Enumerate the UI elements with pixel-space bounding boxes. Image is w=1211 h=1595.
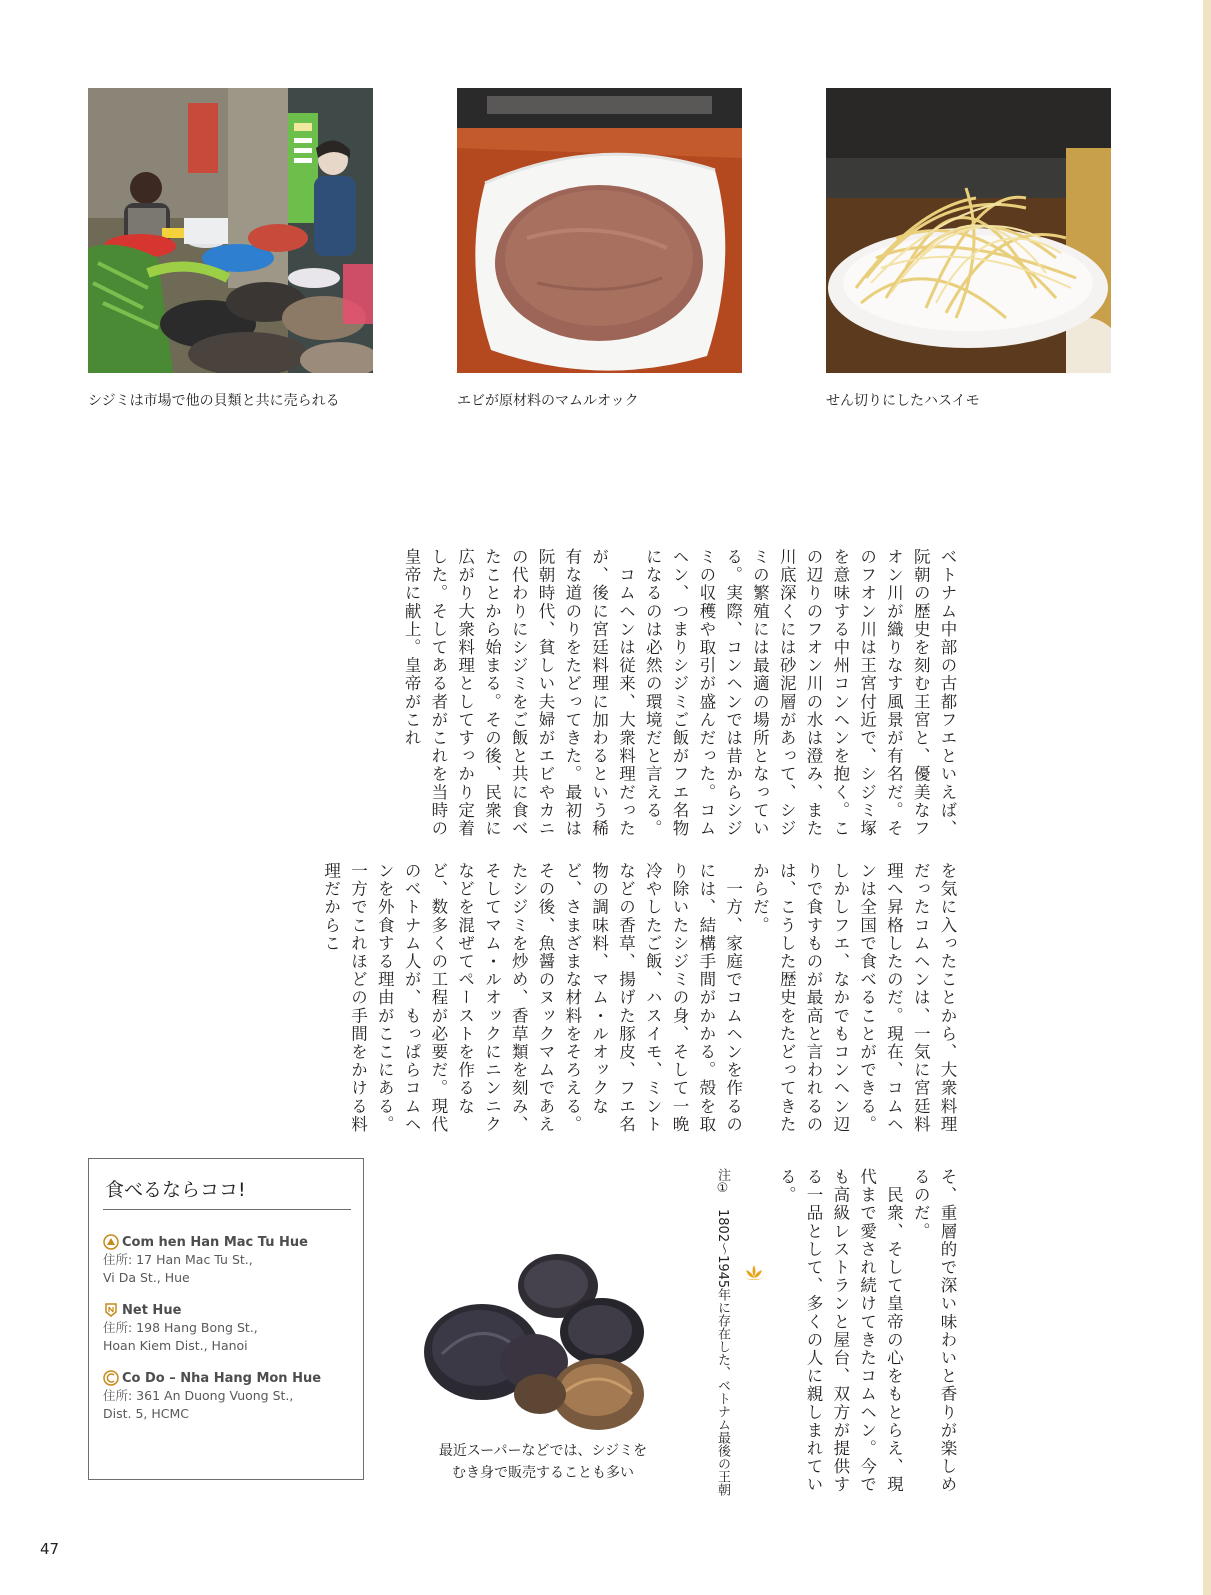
shop-entry bbox=[103, 1301, 353, 1355]
market-stall-image bbox=[88, 88, 373, 373]
footnote: 注① 1802〜1945年に存在した、ベトナム最後の王朝 bbox=[715, 1168, 730, 1497]
shredded-taro-stem-photo bbox=[826, 88, 1111, 373]
shop-address: 住所: 17 Han Mac Tu St., Vi Da St., Hue bbox=[103, 1252, 253, 1285]
clams-photo bbox=[422, 1244, 662, 1434]
shop-logo-icon bbox=[103, 1302, 119, 1318]
page-number: 47 bbox=[40, 1540, 60, 1558]
shrimp-paste-image bbox=[457, 88, 742, 373]
taro-stem-caption: せん切りにしたハスイモ bbox=[826, 393, 980, 409]
shop-name: Net Hue bbox=[122, 1302, 182, 1318]
where-to-eat-box bbox=[88, 1158, 364, 1480]
shop-name: Co Do – Nha Hang Mon Hue bbox=[122, 1370, 322, 1386]
article-text-block-bottom: そ、重層的で深い味わいと香りが楽しめるのだ。 民衆、そして皇帝の心をもとらえ、現代まで愛され続けてきたコムヘン。今でも高級レストランと屋台、双方が提供する一品として、多くの人に親しまれている。 bbox=[777, 1168, 957, 1494]
where-to-eat-title: 食べるならココ! bbox=[105, 1179, 246, 1201]
shop-entry bbox=[103, 1369, 353, 1423]
shop-logo-icon bbox=[103, 1370, 119, 1386]
article-text-block-middle: を気に入ったことから、大衆料理だったコムヘンは、一気に宮廷料理へ昇格したのだ。現在、コムヘンは全国で食べることができる。しかしフエ、なかでもコンヘン辺りで食すものが最高と言われるのは、こうした歴史をたどってきたからだ。 一方、家庭でコムヘンを作るのには、結構手間がかかる。殻を取り除いたシジミの身、そして一晩冷やしたご飯、ハスイモ、ミントなどの香草、揚げた豚皮、フエ名物の調味料、マム・ルオックなど、さまざまな材料をそろえる。その後、魚醤のヌックマムであえたシジミを炒め、香草類を刻み、そしてマム・ルオックにニンニクなどを混ぜてペーストを作るなど、数多くの工程が必要だ。現代のベトナム人が、もっぱらコムヘンを外食する理由がここにある。一方でこれほどの手間をかける料理だからこ bbox=[321, 862, 957, 1134]
box-divider bbox=[103, 1209, 351, 1210]
article-text-block-top: ベトナム中部の古都フエといえば、阮朝の歴史を刻む王宮と、優美なフオン川が織りなす風景が有名だ。そのフオン川は王宮付近で、シジミ塚を意味する中州コンヘンを抱く。この辺りのフオン川の水は澄み、また川底深くには砂泥層があって、シジミの繁殖には最適の場所となっている。実際、コンヘンでは昔からシジミの収穫や取引が盛んだった。コムヘン、つまりシジミご飯がフエ名物になるのは必然の環境だと言える。 コムヘンは従来、大衆料理だったが、後に宮廷料理に加わるという稀有な道のりをたどってきた。最初は阮朝時代、貧しい夫婦がエビやカニの代わりにシジミをご飯と共に食べたことから始まる。その後、民衆に広がり大衆料理としてすっかり定着した。そしてある者がこれを当時の皇帝に献上。皇帝がこれ bbox=[402, 548, 957, 838]
shrimp-paste-photo bbox=[457, 88, 742, 373]
shop-name: Com hen Han Mac Tu Hue bbox=[122, 1234, 308, 1250]
shop-address: 住所: 361 An Duong Vuong St., Dist. 5, HCMC bbox=[103, 1388, 294, 1421]
market-photo-caption: シジミは市場で他の貝類と共に売られる bbox=[88, 393, 340, 409]
clams-image bbox=[422, 1244, 662, 1434]
clams-photo-caption: 最近スーパーなどでは、シジミを むき身で販売することも多い bbox=[438, 1443, 648, 1481]
shop-address: 住所: 198 Hang Bong St., Hoan Kiem Dist., Hanoi bbox=[103, 1320, 258, 1353]
lotus-icon bbox=[743, 1262, 765, 1284]
shop-entry bbox=[103, 1233, 353, 1287]
shrimp-paste-caption: エビが原材料のマムルオック bbox=[457, 393, 639, 409]
shop-logo-icon bbox=[103, 1234, 119, 1250]
shredded-taro-stem-image bbox=[826, 88, 1111, 373]
page-edge-strip bbox=[1203, 0, 1211, 1595]
market-stall-photo bbox=[88, 88, 373, 373]
